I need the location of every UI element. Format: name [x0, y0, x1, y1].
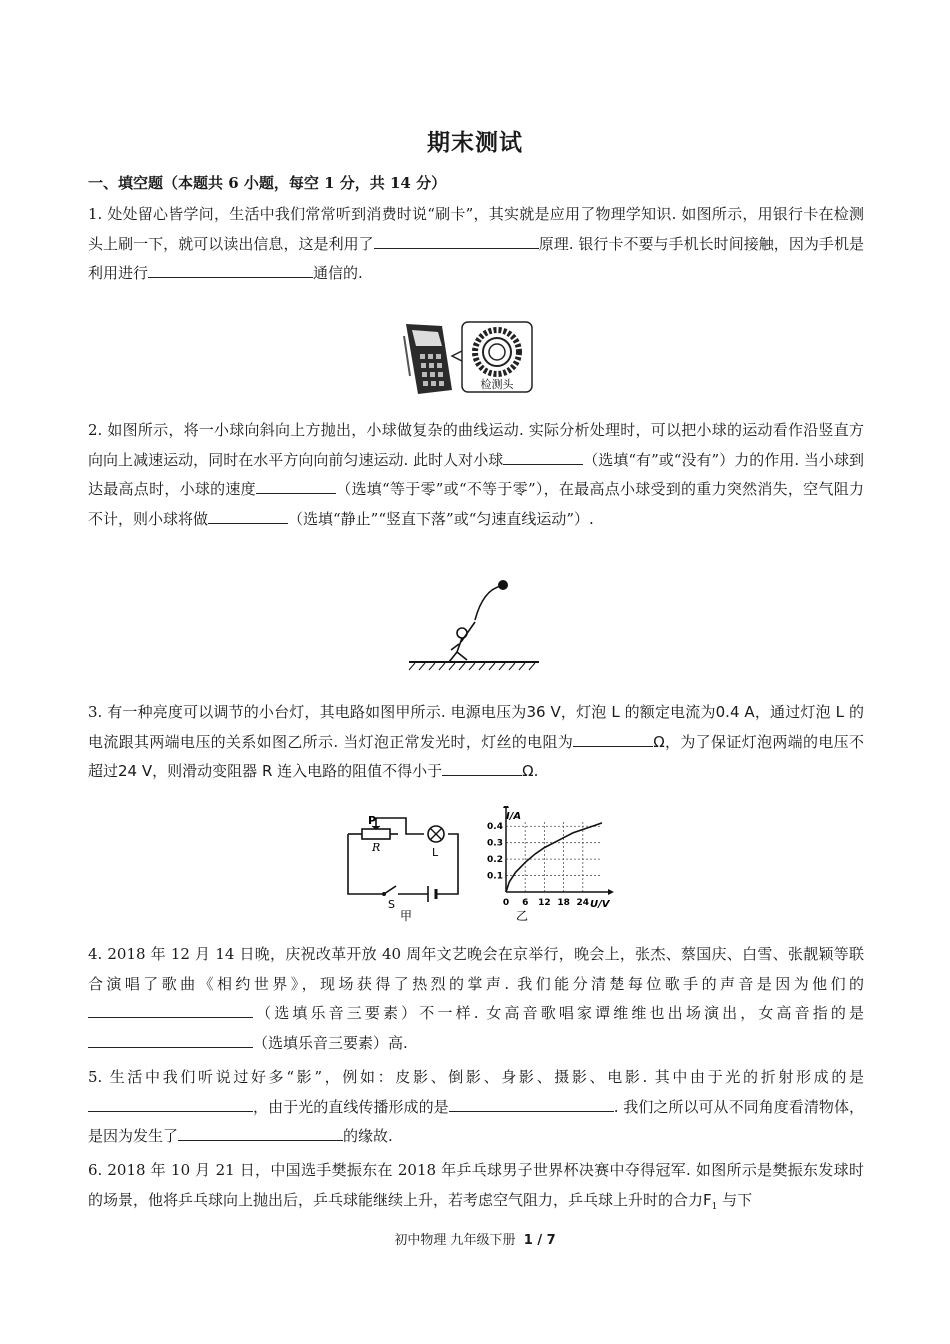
q3-ohm-2: Ω — [522, 762, 534, 780]
question-3 — [88, 698, 864, 787]
q6-force-f: F — [703, 1190, 712, 1209]
q2-text-c: （选填“等于零”或“不等于零”），在最高点小球受到的重力突然消失，空气阻力不计，则小球将做 — [88, 480, 864, 528]
iu-graph — [478, 806, 618, 926]
page-footer — [0, 1229, 950, 1248]
q2-text-a: 2. 如图所示，将一小球向斜向上方抛出，小球做复杂的曲线运动. 实际分析处理时，可以把小球的运动看作沿竖直方向向上减速运动，同时在水平方向向前匀速运动. 此时人对小球 — [88, 421, 864, 469]
q1-text-a: 1. 处处留心皆学问，生活中我们常常听到消费时说“刷卡”，其实就是应用了物理学知识. 如图所示，用银行卡在检测头上刷一下，就可以读出信息，这是利用了 — [88, 205, 864, 253]
q3-ohm-1: Ω — [653, 732, 665, 751]
card-reader-figure — [398, 316, 536, 398]
x-tick-label: 6 — [522, 898, 529, 908]
x-tick-label: 12 — [538, 898, 551, 908]
label-s: S — [388, 898, 395, 911]
y-axis-arrow — [503, 806, 509, 808]
q3-text-b: ，灯泡 — [560, 703, 607, 721]
q5-text-b: ，由于光的直线传播形成的是 — [253, 1097, 449, 1116]
q2-blank-2[interactable] — [256, 475, 336, 494]
q1-text-c: 通信的. — [313, 264, 363, 282]
q3-voltage-24: 24 V — [118, 762, 153, 780]
q3-lamp-l-2: L — [835, 703, 844, 721]
q2-text-b: （选填“有”或“没有”）力的作用. 当小球到达最高点时，小球的速度 — [88, 450, 864, 498]
y-axis-label: I/A — [506, 811, 522, 822]
x-tick-label: 24 — [576, 898, 590, 908]
q3-text-f: ，为了保证灯泡两端的电压不超过 — [88, 732, 864, 780]
q3-text-d: ，通过灯泡 — [754, 703, 831, 721]
ball-throw-figure — [405, 576, 545, 672]
q6-text-b: 与下 — [722, 1190, 753, 1209]
q3-blank-1[interactable] — [573, 728, 653, 747]
y-tick-label: 0.1 — [487, 871, 503, 882]
q1-blank-2[interactable] — [148, 259, 313, 278]
label-l: L — [432, 846, 439, 859]
section-heading: 一、填空题（本题共 6 小题，每空 1 分，共 14 分） — [88, 174, 447, 192]
q5-text-d: 的缘故. — [343, 1127, 393, 1145]
q6-force-subscript: 1 — [711, 1201, 718, 1212]
switch-pivot — [382, 892, 386, 896]
label-r: R — [372, 841, 381, 854]
person-drawing — [449, 622, 475, 662]
question-1 — [88, 200, 864, 289]
x-axis-arrow — [608, 889, 614, 895]
x-tick-label: 18 — [557, 898, 570, 908]
rheostat-resistor — [362, 829, 390, 839]
question-2 — [88, 416, 864, 534]
ground-hatching — [409, 663, 535, 670]
q1-text-b: 原理. 银行卡不要与手机长时间接触，因为手机是利用进行 — [88, 234, 864, 282]
q3-text-c: 的额定电流为 — [624, 703, 716, 721]
q3-current-04: 0.4 A — [715, 703, 755, 721]
question-4 — [88, 940, 864, 1058]
ball — [498, 580, 508, 590]
q4-text-c: （选填乐音三要素）高. — [253, 1033, 408, 1052]
q5-blank-1[interactable] — [88, 1093, 253, 1112]
page-title: 期末测试 — [427, 129, 523, 156]
y-tick-label: 0.4 — [487, 822, 503, 833]
q2-blank-1[interactable] — [503, 446, 583, 465]
q3-text-end: . — [533, 762, 539, 780]
q3-text-h: 连入电路的阻值不得小于 — [277, 762, 443, 780]
y-tick-label: 0.3 — [487, 838, 503, 849]
q2-blank-3[interactable] — [208, 505, 288, 524]
q4-blank-2[interactable] — [88, 1029, 253, 1048]
q5-text-c: . 我们之所以可从不同角度看清物体，是因为发生了 — [88, 1097, 864, 1145]
trajectory-curve — [475, 586, 501, 620]
graph-caption: 乙 — [516, 909, 529, 923]
label-p: P — [368, 814, 377, 827]
q3-text-e: 的电流跟其两端电压的关系如图乙所示. 当灯泡正常发光时，灯丝的电阻为 — [88, 703, 864, 751]
q3-text-g: ，则滑动变阻器 — [152, 762, 258, 780]
q3-lamp-l-1: L — [611, 703, 620, 721]
q5-blank-3[interactable] — [178, 1122, 343, 1141]
q4-blank-1[interactable] — [88, 999, 253, 1018]
detector-label: 检测头 — [480, 378, 514, 391]
switch-symbol — [384, 886, 396, 894]
pos-terminal-drawing — [404, 324, 452, 394]
q3-rheostat-r: R — [261, 762, 273, 780]
y-tick-label: 0.2 — [487, 855, 503, 866]
q5-blank-2[interactable] — [449, 1093, 614, 1112]
q2-text-d: （选填“静止”“竖直下落”或“匀速直线运动”）. — [288, 509, 594, 528]
question-5 — [88, 1063, 864, 1152]
q6-text-a: 6. 2018 年 10 月 21 日，中国选手樊振东在 2018 年乒乓球男子世界杯决赛中夺得冠军. 如图所示是樊振东发球时的场景，他将乒乓球向上抛出后，乒乓球能继续上升，若考虑空气阻力，乒乓球上升时的合力 — [88, 1161, 864, 1209]
x-tick-label: 0 — [502, 898, 510, 908]
circuit-caption: 甲 — [400, 909, 413, 922]
q1-blank-1[interactable] — [374, 230, 539, 249]
footer-course: 初中物理 九年级下册 — [394, 1233, 516, 1248]
q4-text-b: （选填乐音三要素）不一样. 女高音歌唱家谭维维也出场演出，女高音指的是 — [253, 1004, 864, 1022]
q3-text-a: 3. 有一种亮度可以调节的小台灯，其电路如图甲所示. 电源电压为 — [88, 703, 527, 721]
q4-text-a: 4. 2018 年 12 月 14 日晚，庆祝改革开放 40 周年文艺晚会在京举行，晚会上，张杰、蔡国庆、白雪、张靓颖等联合演唱了歌曲《相约世界》，现场获得了热烈的掌声. 我们能分清楚每位歌手的声音是因为他们的 — [88, 945, 864, 993]
footer-page-number: 1 / 7 — [523, 1233, 556, 1248]
x-axis-label: U/V — [590, 899, 610, 910]
q5-text-a: 5. 生活中我们听说过好多“影”，例如：皮影、倒影、身影、摄影、电影. 其中由于光的折射形成的是 — [88, 1068, 864, 1086]
circuit-diagram — [340, 810, 470, 922]
iu-curve — [506, 823, 602, 892]
question-6 — [88, 1156, 864, 1222]
q3-voltage-36: 36 V — [526, 703, 561, 721]
q3-blank-2[interactable] — [442, 757, 522, 776]
